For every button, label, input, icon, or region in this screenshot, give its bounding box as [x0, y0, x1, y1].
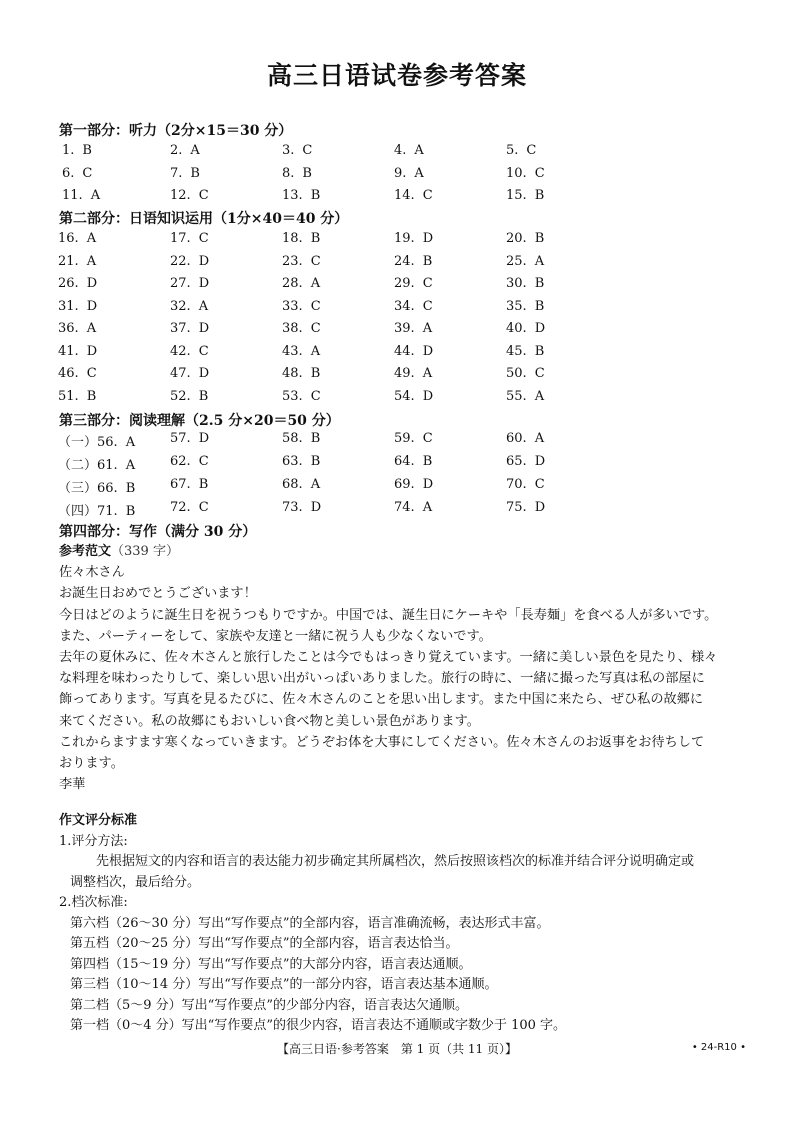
answer-letter: B: [422, 454, 433, 469]
answer-letter: D: [422, 477, 434, 492]
answer-item: [170, 454, 209, 469]
answer-item: [170, 276, 209, 291]
essay-line: 佐々木さん: [59, 565, 125, 581]
answer-item: [170, 299, 208, 314]
question-number: 40.: [506, 321, 527, 336]
question-number: 13.: [282, 188, 303, 203]
question-number: （二）61.: [58, 458, 118, 473]
part2-row: [0, 344, 794, 366]
question-number: 22.: [170, 253, 191, 269]
essay-line: また、パーティーをして、家族や友達と一緒に祝う人も少なくないです。: [59, 628, 492, 644]
answer-letter: B: [534, 231, 545, 246]
question-number: 59.: [394, 431, 415, 446]
footer-page-info: 【高三日语·参考答案 第 1 页（共 11 页）】: [277, 1042, 517, 1056]
question-number: 48.: [282, 366, 303, 381]
question-number: 4.: [394, 143, 407, 158]
question-number: （三）66.: [58, 481, 118, 496]
part3-row: [0, 454, 794, 476]
question-number: 62.: [170, 454, 191, 469]
question-number: 21.: [58, 253, 79, 269]
sample-char-count: （339 字）: [111, 544, 179, 559]
question-number: （四）71.: [58, 504, 118, 519]
answer-letter: B: [422, 253, 433, 269]
answer-letter: B: [86, 388, 97, 404]
answer-letter: A: [414, 165, 424, 181]
answer-letter: C: [302, 143, 313, 158]
answer-item: [394, 454, 432, 469]
levels-label: 2.档次标准:: [59, 895, 128, 910]
answer-item: [394, 389, 433, 404]
sample-label-text: 参考范文: [59, 544, 112, 559]
answer-item: [394, 143, 424, 158]
level-list: [59, 914, 749, 1037]
question-number: 74.: [394, 500, 415, 515]
answer-item: [282, 276, 320, 291]
answer-letter: A: [310, 477, 321, 492]
answer-item: [58, 231, 96, 246]
question-number: 53.: [282, 388, 303, 404]
answer-letter: C: [198, 500, 209, 515]
answer-letter: B: [82, 143, 92, 158]
answer-letter: C: [534, 366, 545, 381]
answer-item: [394, 276, 433, 291]
question-number: 45.: [506, 343, 527, 359]
question-number: 10.: [506, 165, 527, 181]
answer-item: [506, 143, 536, 158]
answer-item: [58, 389, 96, 404]
essay-line: お誕生日おめでとうございます！: [59, 586, 257, 602]
question-number: 47.: [170, 366, 191, 381]
answer-letter: C: [310, 298, 321, 314]
question-number: 2.: [170, 143, 183, 158]
essay-line: おります。: [59, 756, 124, 772]
answer-letter: A: [190, 143, 200, 158]
question-number: 28.: [282, 276, 303, 291]
answer-item: [282, 389, 321, 404]
answer-item: [170, 143, 200, 158]
answer-item: [506, 231, 544, 246]
answer-item: [58, 500, 135, 519]
answer-item: [170, 344, 209, 359]
question-number: 70.: [506, 477, 527, 492]
part2-row: [0, 231, 794, 253]
answer-letter: C: [422, 188, 433, 203]
answer-letter: C: [198, 343, 209, 359]
answer-item: [506, 344, 544, 359]
answer-item: [170, 500, 209, 515]
answer-letter: B: [125, 504, 136, 519]
question-number: 65.: [506, 454, 527, 469]
answer-item: [58, 321, 96, 336]
essay-line: これからますます寒くなっていきます。どうぞお体を大事にしてください。佐々木さんのお返事をお待ちして: [59, 734, 705, 750]
answer-letter: B: [310, 431, 321, 446]
part1-row: [0, 143, 794, 165]
answer-item: [394, 299, 433, 314]
part3-heading-text: 第三部分：阅读理解: [59, 413, 185, 429]
answer-letter: C: [198, 231, 209, 246]
part2-row: [0, 254, 794, 276]
question-number: 44.: [394, 343, 415, 359]
answer-item: [282, 254, 321, 269]
answer-item: [58, 276, 97, 291]
part3-row: [0, 500, 794, 522]
sample-essay: [59, 541, 749, 795]
question-number: 1.: [62, 143, 75, 158]
question-number: 18.: [282, 231, 303, 246]
question-number: 73.: [282, 500, 303, 515]
answer-item: [394, 321, 432, 336]
answer-letter: A: [422, 500, 433, 515]
answer-letter: D: [86, 298, 98, 314]
question-number: 3.: [282, 143, 295, 158]
answer-letter: C: [526, 143, 537, 158]
answer-item: [170, 321, 209, 336]
answer-item: [170, 477, 208, 492]
answer-item: [506, 389, 544, 404]
answer-letter: C: [310, 253, 321, 269]
answer-item: [394, 344, 433, 359]
part4-heading: [59, 521, 256, 541]
answer-item: [170, 366, 209, 381]
answer-letter: A: [310, 276, 321, 291]
part3-row: [0, 477, 794, 499]
answer-item: [506, 188, 544, 203]
answer-item: [282, 321, 321, 336]
answer-item: [58, 366, 97, 381]
question-number: （一）56.: [58, 435, 118, 450]
answer-letter: A: [90, 188, 101, 203]
page-title: 高三日语试卷参考答案: [266, 61, 527, 90]
question-number: 64.: [394, 454, 415, 469]
question-number: 8.: [282, 165, 295, 181]
answer-item: [62, 188, 100, 203]
sample-essay-label: [59, 541, 749, 562]
answer-letter: A: [125, 458, 136, 473]
answer-letter: C: [534, 165, 545, 181]
answer-item: [282, 454, 320, 469]
question-number: 14.: [394, 188, 415, 203]
question-number: 6.: [62, 165, 75, 181]
answer-letter: A: [534, 431, 545, 446]
answer-letter: D: [198, 276, 210, 291]
part3-row: [0, 431, 794, 453]
answer-letter: D: [198, 253, 210, 269]
question-number: 20.: [506, 231, 527, 246]
answer-letter: A: [422, 321, 433, 336]
answer-letter: B: [534, 343, 545, 359]
question-number: 15.: [506, 188, 527, 203]
answer-letter: B: [190, 165, 200, 181]
question-number: 33.: [282, 298, 303, 314]
answer-letter: C: [86, 366, 97, 381]
answer-item: [394, 431, 433, 446]
question-number: 23.: [282, 253, 303, 269]
part3-score: （2.5 分×20＝50 分）: [185, 413, 340, 429]
answer-letter: C: [198, 454, 209, 469]
answer-letter: D: [86, 276, 98, 291]
answer-letter: A: [534, 253, 545, 269]
part2-row: [0, 276, 794, 298]
answer-letter: A: [86, 231, 97, 246]
question-number: 68.: [282, 477, 303, 492]
answer-letter: B: [534, 298, 545, 314]
question-number: 51.: [58, 388, 79, 404]
answer-letter: A: [422, 366, 433, 381]
question-number: 42.: [170, 343, 191, 359]
answer-item: [170, 188, 209, 203]
question-number: 17.: [170, 231, 191, 246]
answer-item: [394, 188, 433, 203]
part3-heading: [59, 410, 340, 430]
answer-item: [282, 231, 320, 246]
question-number: 39.: [394, 321, 415, 336]
answer-letter: D: [198, 366, 210, 381]
question-number: 37.: [170, 321, 191, 336]
question-number: 49.: [394, 366, 415, 381]
answer-item: [506, 254, 544, 269]
question-number: 11.: [62, 188, 83, 203]
answer-letter: A: [534, 388, 545, 404]
answer-item: [506, 477, 545, 492]
answer-item: [58, 431, 135, 450]
answer-item: [394, 366, 432, 381]
method-text-1: 先根据短文的内容和语言的表达能力初步确定其所属档次，然后按照该档次的标准并结合评分说明确定或: [96, 854, 695, 869]
method-text-2: 调整档次，最后给分。: [70, 874, 201, 890]
part2-heading-text: 第二部分：日语知识运用: [59, 211, 213, 227]
answer-letter: D: [534, 500, 546, 515]
answer-letter: D: [422, 343, 434, 359]
level-item: 第四档（15～19 分）写出“写作要点”的大部分内容，语言表达通顺。: [70, 956, 472, 972]
answer-letter: D: [534, 321, 546, 336]
part1-row: [0, 166, 794, 188]
question-number: 16.: [58, 231, 79, 246]
answer-letter: C: [198, 188, 209, 203]
answer-letter: B: [198, 388, 209, 404]
part1-heading: [59, 120, 292, 140]
answer-item: [506, 321, 545, 336]
question-number: 72.: [170, 500, 191, 515]
answer-letter: B: [125, 481, 136, 496]
part1-row: [0, 188, 794, 210]
question-number: 41.: [58, 343, 79, 359]
part2-row: [0, 299, 794, 321]
answer-item: [58, 454, 135, 473]
level-item: 第五档（20～25 分）写出“写作要点”的全部内容，语言表达恰当。: [70, 936, 459, 951]
question-number: 7.: [170, 165, 183, 181]
answer-letter: D: [422, 388, 434, 404]
answer-letter: A: [86, 253, 97, 269]
essay-line: 来てください。私の故郷にもおいしい食べ物と美しい景色があります。: [59, 713, 480, 729]
essay-line: な料理を味わったりして、楽しい思い出がいっぱいありました。旅行の時に、一緒に撮った写真は私の部屋に: [59, 671, 705, 687]
answer-letter: A: [198, 298, 209, 314]
answer-letter: B: [310, 454, 321, 469]
question-number: 43.: [282, 343, 303, 359]
essay-line: 今日はどのように誕生日を祝うつもりですか。中国では、誕生日にケーキや「長寿麺」を食べる人が多いです。: [59, 607, 718, 623]
answer-letter: B: [310, 231, 321, 246]
question-number: 31.: [58, 298, 79, 314]
answer-letter: D: [86, 343, 98, 359]
level-item: 第一档（0～4 分）写出“写作要点”的很少内容，语言表达不通顺或字数少于 100 字。: [70, 1018, 567, 1033]
answer-item: [58, 299, 97, 314]
question-number: 46.: [58, 366, 79, 381]
answer-letter: C: [422, 298, 433, 314]
question-number: 5.: [506, 143, 519, 158]
answer-item: [170, 389, 208, 404]
answer-letter: A: [125, 435, 136, 450]
question-number: 29.: [394, 276, 415, 291]
part4-heading-text: 第四部分：写作: [59, 524, 157, 540]
part1-score: （2分×15＝30 分）: [157, 123, 293, 139]
question-number: 52.: [170, 388, 191, 404]
answer-letter: B: [310, 366, 321, 381]
answer-letter: B: [198, 477, 209, 492]
essay-line: 去年の夏休みに、佐々木さんと旅行したことは今でもはっきり覚えています。一緒に美しい景色を見たり、様々: [59, 650, 718, 666]
answer-letter: D: [198, 321, 210, 336]
question-number: 58.: [282, 431, 303, 446]
answer-item: [58, 477, 135, 496]
answer-item: [62, 166, 92, 181]
question-number: 30.: [506, 276, 527, 291]
part1-heading-text: 第一部分：听力: [59, 123, 157, 139]
answer-item: [282, 188, 320, 203]
part2-row: [0, 389, 794, 411]
question-number: 36.: [58, 321, 79, 336]
question-number: 26.: [58, 276, 79, 291]
answer-item: [282, 299, 321, 314]
question-number: 60.: [506, 431, 527, 446]
answer-item: [62, 143, 92, 158]
question-number: 34.: [394, 298, 415, 314]
answer-item: [506, 500, 545, 515]
answer-letter: C: [422, 431, 433, 446]
level-item: 第三档（10～14 分）写出“写作要点”的一部分内容，语言表达基本通顺。: [70, 977, 498, 992]
answer-item: [394, 231, 433, 246]
answer-letter: C: [310, 388, 321, 404]
answer-item: [58, 254, 96, 269]
answer-letter: D: [198, 431, 210, 446]
answer-item: [282, 500, 321, 515]
scoring-criteria: [59, 811, 749, 1037]
part2-row: [0, 321, 794, 343]
level-item: 第六档（26～30 分）写出“写作要点”的全部内容，语言准确流畅，表达形式丰富。: [70, 915, 550, 931]
essay-line: 飾ってあります。写真を見るたびに、佐々木さんのことを思い出します。また中国に来たら、ぜひ私の故郷に: [59, 692, 704, 708]
question-number: 50.: [506, 366, 527, 381]
question-number: 27.: [170, 276, 191, 291]
question-number: 54.: [394, 388, 415, 404]
answer-letter: C: [310, 321, 321, 336]
answer-item: [282, 344, 320, 359]
essay-line: 李華: [59, 777, 86, 793]
answer-item: [170, 254, 209, 269]
answer-letter: A: [414, 143, 424, 158]
question-number: 9.: [394, 165, 407, 181]
answer-letter: A: [86, 321, 97, 336]
answer-item: [506, 431, 544, 446]
answer-item: [506, 276, 544, 291]
answer-letter: D: [310, 500, 322, 515]
answer-letter: B: [534, 276, 545, 291]
question-number: 69.: [394, 477, 415, 492]
question-number: 75.: [506, 500, 527, 515]
question-number: 12.: [170, 188, 191, 203]
part4-score: （满分 30 分）: [157, 524, 257, 540]
answer-item: [282, 143, 312, 158]
question-number: 55.: [506, 388, 527, 404]
answer-letter: C: [82, 165, 93, 181]
answer-item: [506, 454, 545, 469]
answer-item: [282, 431, 320, 446]
answer-item: [394, 500, 432, 515]
answer-letter: A: [310, 343, 321, 359]
answer-item: [58, 344, 97, 359]
criteria-heading: 作文评分标准: [59, 813, 138, 828]
answer-item: [170, 431, 209, 446]
footer-code: • 24-R10 •: [691, 1042, 746, 1053]
answer-item: [506, 299, 544, 314]
part2-heading: [59, 208, 348, 228]
answer-item: [506, 166, 545, 181]
answer-letter: D: [534, 454, 546, 469]
answer-item: [506, 366, 545, 381]
question-number: 24.: [394, 253, 415, 269]
method-label: 1.评分方法:: [59, 833, 128, 849]
answer-item: [394, 477, 433, 492]
answer-item: [394, 166, 424, 181]
question-number: 35.: [506, 298, 527, 314]
answer-item: [170, 166, 200, 181]
answer-letter: D: [422, 231, 434, 246]
answer-item: [282, 366, 320, 381]
part2-row: [0, 366, 794, 388]
question-number: 67.: [170, 477, 191, 492]
question-number: 25.: [506, 253, 527, 269]
level-item: 第二档（5～9 分）写出“写作要点”的少部分内容，语言表达欠通顺。: [70, 997, 468, 1013]
answer-item: [282, 166, 312, 181]
answer-letter: B: [310, 188, 321, 203]
answer-item: [394, 254, 432, 269]
sample-essay-body: [59, 562, 749, 795]
question-number: 32.: [170, 298, 191, 314]
answer-letter: C: [534, 477, 545, 492]
question-number: 19.: [394, 231, 415, 246]
question-number: 57.: [170, 431, 191, 446]
answer-letter: B: [534, 188, 545, 203]
answer-letter: C: [422, 276, 433, 291]
answer-item: [282, 477, 320, 492]
question-number: 38.: [282, 321, 303, 336]
answer-item: [170, 231, 209, 246]
part2-score: （1分×40＝40 分）: [213, 211, 349, 227]
answer-letter: B: [302, 165, 312, 181]
question-number: 63.: [282, 454, 303, 469]
